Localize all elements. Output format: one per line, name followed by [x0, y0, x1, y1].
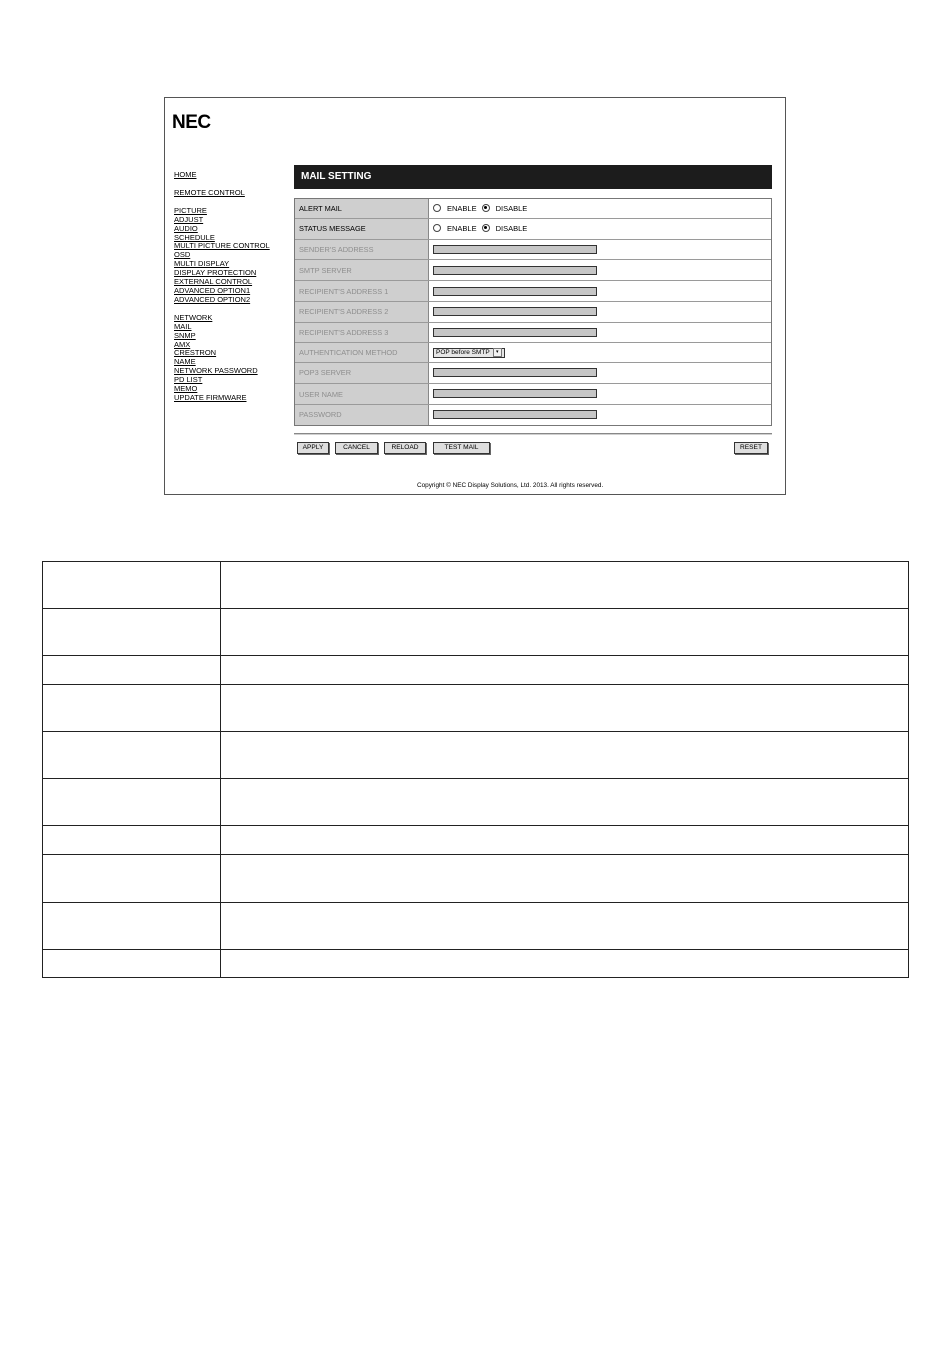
nav-link-multi-display[interactable]: MULTI DISPLAY [174, 259, 230, 269]
form-row-smtp-server [295, 260, 771, 281]
password-input[interactable] [433, 410, 597, 419]
nav-link-update-firmware[interactable]: UPDATE FIRMWARE [174, 392, 247, 402]
table-row [43, 950, 909, 978]
field-label: AUTHENTICATION METHOD [295, 343, 429, 362]
field-label: STATUS MESSAGE [295, 219, 429, 239]
field-value [429, 405, 771, 425]
field-label: RECIPIENT'S ADDRESS 1 [295, 281, 429, 301]
field-label: RECIPIENT'S ADDRESS 2 [295, 302, 429, 322]
table-cell-item [43, 903, 221, 950]
reset-button[interactable]: RESET [734, 442, 768, 454]
test-mail-button[interactable]: TEST MAIL [433, 442, 490, 454]
nav-link-amx[interactable]: AMX [174, 339, 191, 349]
field-value [429, 260, 771, 280]
nav-link-crestron[interactable]: CRESTRON [174, 348, 217, 358]
sidebar-nav [174, 171, 294, 412]
table-row [43, 562, 909, 609]
table-cell-item [43, 685, 221, 732]
disable-radio-label: DISABLE [495, 224, 528, 234]
recipient-s-address-1-input[interactable] [433, 287, 597, 296]
nav-link-advanced-option2[interactable]: ADVANCED OPTION2 [174, 294, 251, 304]
field-label: PASSWORD [295, 405, 429, 425]
nav-link-snmp[interactable]: SNMP [174, 330, 196, 340]
field-value [429, 219, 771, 239]
table-cell-description [221, 562, 909, 609]
nav-link-advanced-option1[interactable]: ADVANCED OPTION1 [174, 285, 251, 295]
table-row [43, 855, 909, 903]
nav-group [174, 189, 294, 198]
button-bar [294, 442, 772, 456]
smtp-server-input[interactable] [433, 266, 597, 275]
table-cell-item [43, 950, 221, 978]
disable-radio[interactable] [482, 224, 490, 232]
sender-s-address-input[interactable] [433, 245, 597, 254]
nav-group [174, 314, 294, 403]
table-row [43, 779, 909, 826]
form-row-user-name [295, 384, 771, 405]
field-label: ALERT MAIL [295, 199, 429, 218]
table-cell-description [221, 656, 909, 685]
field-value [429, 363, 771, 383]
table-row [43, 609, 909, 656]
user-name-input[interactable] [433, 389, 597, 398]
form-row-sender-s-address [295, 240, 771, 261]
field-label: SMTP SERVER [295, 260, 429, 280]
table-row [43, 826, 909, 855]
apply-button[interactable]: APPLY [297, 442, 329, 454]
field-value [429, 384, 771, 404]
field-label: USER NAME [295, 384, 429, 404]
table-cell-description [221, 903, 909, 950]
description-table [42, 561, 909, 978]
disable-radio-label: DISABLE [495, 204, 528, 213]
nav-link-multi-picture-control[interactable]: MULTI PICTURE CONTROL [174, 241, 270, 251]
mail-settings-form [294, 198, 772, 426]
field-label: POP3 SERVER [295, 363, 429, 383]
nav-group [174, 171, 294, 180]
copyright: Copyright © NEC Display Solutions, Ltd. 2013. All rights reserved. [417, 482, 604, 489]
main-panel [294, 165, 772, 456]
nav-link-mail[interactable]: MAIL [174, 321, 192, 331]
form-row-recipient-s-address-2 [295, 302, 771, 323]
form-row-recipient-s-address-1 [295, 281, 771, 302]
chevron-down-icon[interactable]: ▾ [493, 348, 502, 357]
form-row-alert-mail [295, 199, 771, 219]
table-cell-item [43, 732, 221, 779]
nav-link-remote-control[interactable]: REMOTE CONTROL [174, 187, 245, 197]
table-cell-item [43, 826, 221, 855]
nav-link-schedule[interactable]: SCHEDULE [174, 232, 215, 242]
nav-link-pd-list[interactable]: PD LIST [174, 375, 203, 385]
authentication-method-select[interactable] [433, 348, 505, 358]
field-value [429, 323, 771, 343]
nav-link-name[interactable]: NAME [174, 357, 196, 367]
select-value: POP before SMTP [436, 348, 490, 356]
enable-radio[interactable] [433, 224, 441, 232]
nav-link-display-protection[interactable]: DISPLAY PROTECTION [174, 268, 257, 278]
form-row-authentication-method [295, 343, 771, 363]
table-cell-item [43, 562, 221, 609]
enable-radio[interactable] [433, 204, 441, 212]
table-cell-description [221, 855, 909, 903]
field-value [429, 199, 771, 218]
table-cell-description [221, 609, 909, 656]
nav-link-picture[interactable]: PICTURE [174, 205, 207, 215]
nav-link-osd[interactable]: OSD [174, 250, 191, 260]
table-row [43, 685, 909, 732]
enable-radio-label: ENABLE [447, 224, 477, 234]
table-row [43, 732, 909, 779]
cancel-button[interactable]: CANCEL [335, 442, 378, 454]
table-cell-description [221, 732, 909, 779]
page-title: MAIL SETTING [294, 165, 772, 189]
field-value [429, 343, 771, 362]
pop3-server-input[interactable] [433, 368, 597, 377]
field-label: RECIPIENT'S ADDRESS 3 [295, 323, 429, 343]
form-row-pop3-server [295, 363, 771, 384]
nav-link-external-control[interactable]: EXTERNAL CONTROL [174, 277, 253, 287]
recipient-s-address-3-input[interactable] [433, 328, 597, 337]
table-cell-item [43, 855, 221, 903]
table-cell-description [221, 826, 909, 855]
field-value [429, 302, 771, 322]
recipient-s-address-2-input[interactable] [433, 307, 597, 316]
nav-link-adjust[interactable]: ADJUST [174, 214, 204, 224]
table-cell-item [43, 779, 221, 826]
form-row-recipient-s-address-3 [295, 323, 771, 344]
enable-radio-label: ENABLE [447, 204, 477, 213]
form-row-password [295, 405, 771, 425]
web-ui-screenshot [164, 97, 786, 495]
form-row-status-message [295, 219, 771, 240]
table-row [43, 656, 909, 685]
field-label: SENDER'S ADDRESS [295, 240, 429, 260]
divider [294, 433, 772, 435]
table-row [43, 903, 909, 950]
nav-group [174, 207, 294, 305]
table-cell-item [43, 656, 221, 685]
disable-radio[interactable] [482, 204, 490, 212]
field-value [429, 240, 771, 260]
nav-link-home[interactable]: HOME [174, 170, 197, 179]
table-cell-description [221, 779, 909, 826]
field-value [429, 281, 771, 301]
nav-link-audio[interactable]: AUDIO [174, 223, 198, 233]
table-cell-description [221, 950, 909, 978]
table-cell-description [221, 685, 909, 732]
nav-link-network-password[interactable]: NETWORK PASSWORD [174, 366, 258, 376]
reload-button[interactable]: RELOAD [384, 442, 426, 454]
nav-link-network[interactable]: NETWORK [174, 312, 213, 322]
table-cell-item [43, 609, 221, 656]
nav-link-memo[interactable]: MEMO [174, 384, 198, 394]
nec-logo: NEC [172, 112, 211, 133]
